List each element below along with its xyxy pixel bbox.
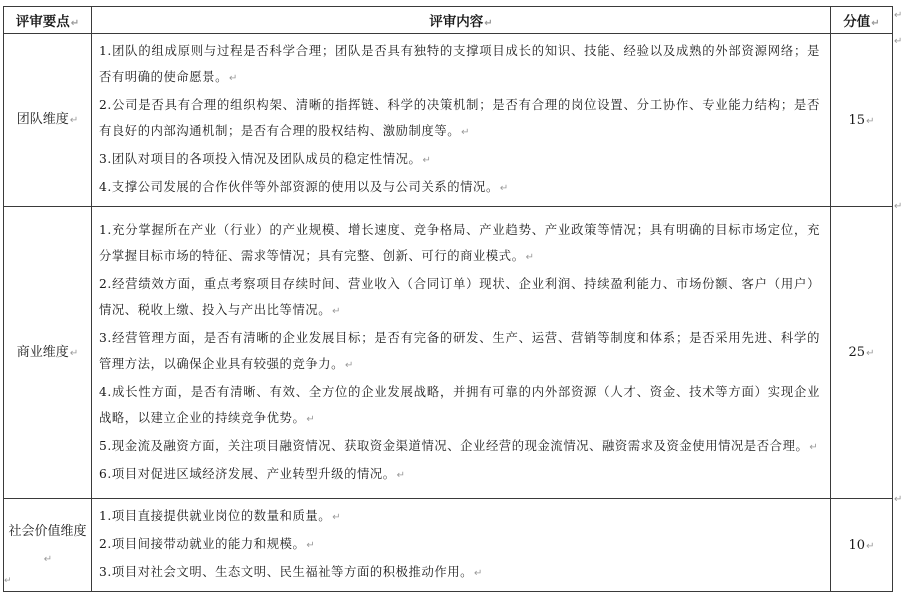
review-criteria-table — [3, 6, 893, 592]
header-score: 分值↵ — [831, 7, 893, 34]
row-key-team: 团队维度↵ — [4, 34, 92, 207]
list-item: 3.团队对项目的各项投入情况及团队成员的稳定性情况。↵ — [99, 152, 432, 166]
row-key-social: 社会价值维度↵ — [4, 499, 92, 592]
table-header-row — [4, 7, 893, 34]
table-row — [4, 34, 893, 207]
row-score-team: 15↵ — [831, 34, 893, 207]
list-item: 1.充分掌握所在产业（行业）的产业规模、增长速度、竞争格局、产业趋势、产业政策等情况；具有明确的目标市场定位，充分掌握目标市场的特征、需求等情况；具有完整、创新、可行的商业模式。↵ — [99, 222, 820, 263]
paragraph-mark-icon: ↵ — [4, 576, 12, 586]
list-item: 1.项目直接提供就业岗位的数量和质量。↵ — [99, 509, 342, 523]
row-end-mark: ↵ — [894, 201, 903, 212]
list-item: 3.项目对社会文明、生态文明、民生福祉等方面的积极推动作用。↵ — [99, 565, 484, 579]
list-item: 2.经营绩效方面，重点考察项目存续时间、营业收入（合同订单）现状、企业利润、持续盈利能力、市场份额、客户（用户）情况、税收上缴、投入与产出比等情况。↵ — [99, 276, 820, 317]
list-item: 2.项目间接带动就业的能力和规模。↵ — [99, 537, 316, 551]
table-row — [4, 499, 893, 592]
row-content-social — [92, 499, 831, 592]
row-score-business: 25↵ — [831, 207, 893, 499]
list-item: 2.公司是否具有合理的组织构架、清晰的指挥链、科学的决策机制；是否有合理的岗位设置、分工协作、专业能力结构；是否有良好的内部沟通机制；是否有合理的股权结构、激励制度等。↵ — [99, 98, 820, 138]
row-end-mark: ↵ — [894, 36, 903, 47]
list-item: 4.支撑公司发展的合作伙伴等外部资源的使用以及与公司关系的情况。↵ — [99, 180, 509, 194]
row-content-team — [92, 34, 831, 207]
list-item: 6.项目对促进区域经济发展、产业转型升级的情况。↵ — [99, 466, 406, 481]
row-score-social: 10↵ — [831, 499, 893, 592]
row-end-mark: ↵ — [894, 494, 903, 505]
list-item: 1.团队的组成原则与过程是否科学合理；团队是否具有独特的支撑项目成长的知识、技能、经验以及成熟的外部资源网络；是否有明确的使命愿景。↵ — [99, 44, 820, 84]
list-item: 4.成长性方面，是否有清晰、有效、全方位的企业发展战略，并拥有可靠的内外部资源（人才、资金、技术等方面）实现企业战略，以建立企业的持续竞争优势。↵ — [99, 384, 820, 425]
list-item: 5.现金流及融资方面，关注项目融资情况、获取资金渠道情况、企业经营的现金流情况、融资需求及资金使用情况是否合理。↵ — [99, 438, 819, 453]
list-item: 3.经营管理方面，是否有清晰的企业发展目标；是否有完备的研发、生产、运营、营销等制度和体系；是否采用先进、科学的管理方法，以确保企业具有较强的竞争力。↵ — [99, 330, 820, 371]
header-content: 评审内容↵ — [92, 7, 831, 34]
table-row — [4, 207, 893, 499]
header-key: 评审要点↵ — [4, 7, 92, 34]
row-end-mark: ↵ — [894, 10, 903, 21]
row-content-business — [92, 207, 831, 499]
row-key-business: 商业维度↵ — [4, 207, 92, 499]
